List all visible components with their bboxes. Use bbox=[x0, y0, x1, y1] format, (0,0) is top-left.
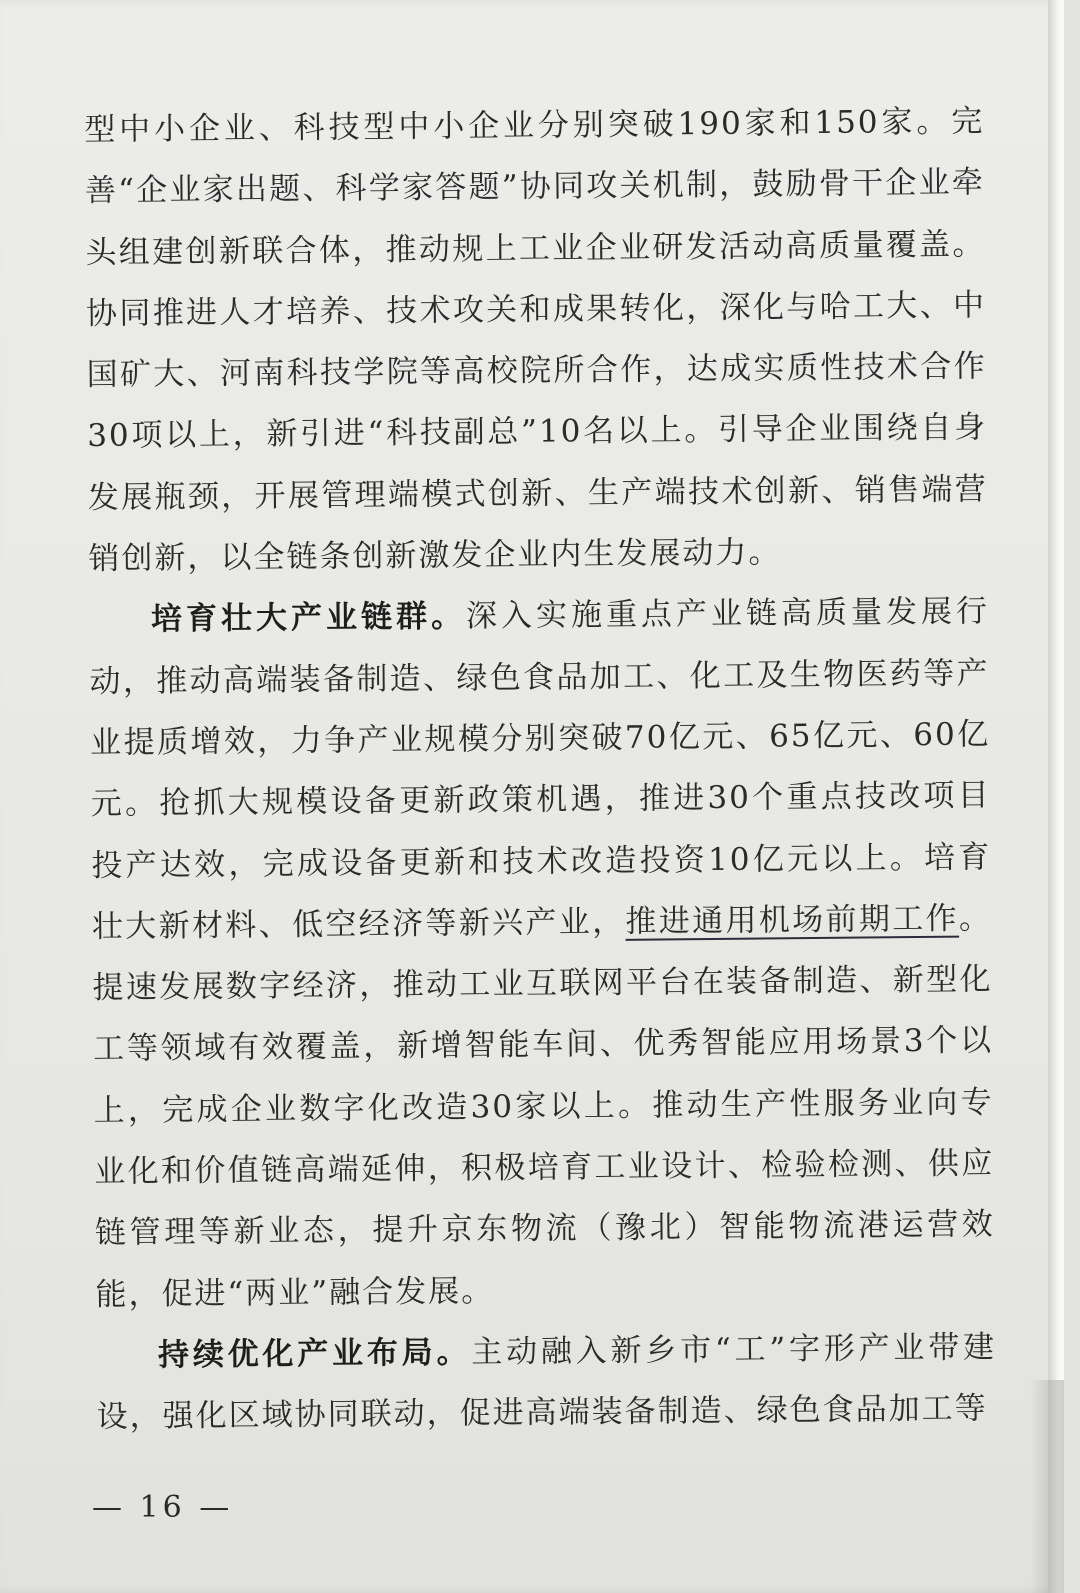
paragraph-2-text-tail: 。提速发展数字经济，推动工业互联网平台在装备制造、新型化工等领域有效覆盖，新增智能车间、优秀智能应用场景3个以上，完成企业数字化改造30家以上。推动生产性服务业向专业化和价值链高端延伸，积极培育工业设计、检验检测、供应链管理等新业态，提升京东物流（豫北）智能物流港运营效能，促进“两业”融合发展。 bbox=[92, 900, 996, 1313]
document-body bbox=[84, 91, 997, 1448]
paragraph-1 bbox=[84, 91, 989, 590]
paragraph-2-lead: 培育壮大产业链群。 bbox=[150, 598, 467, 638]
paragraph-3 bbox=[96, 1317, 997, 1448]
paragraph-3-lead: 持续优化产业布局。 bbox=[157, 1334, 472, 1374]
page-shadow bbox=[1030, 1380, 1064, 1593]
paragraph-2-underlined-phrase: 推进通用机场前期工作 bbox=[625, 900, 960, 940]
paragraph-2 bbox=[89, 582, 996, 1326]
paragraph-2-text: 深入实施重点产业链高质量发展行动，推动高端装备制造、绿色食品加工、化工及生物医药等产业提质增效，力争产业规模分别突破70亿元、65亿元、60亿元。抢抓大规模设备更新政策机遇，推进30个重点技改项目投产达效，完成设备更新和技术改造投资10亿元以上。培育壮大新材料、低空经济等新兴产业， bbox=[89, 593, 992, 945]
page-number: — 16 — bbox=[92, 1490, 234, 1525]
paragraph-1-text: 型中小企业、科技型中小企业分别突破190家和150家。完善“企业家出题、科学家答题”协同攻关机制，鼓励骨干企业牵头组建创新联合体，推动规上工业企业研发活动高质量覆盖。协同推进人才培养、技术攻关和成果转化，深化与哈工大、中国矿大、河南科技学院等高校院所合作，达成实质性技术合作30项以上，新引进“科技副总”10名以上。引导企业围绕自身发展瓶颈，开展管理端模式创新、生产端技术创新、销售端营销创新，以全链条创新激发企业内生发展动力。 bbox=[84, 103, 988, 578]
page-edge bbox=[1048, 0, 1064, 1593]
paragraph-3-text: 主动融入新乡市“工”字形产业带建设，强化区域协同联动，促进高端装备制造、绿色食品加工等 bbox=[96, 1329, 997, 1436]
